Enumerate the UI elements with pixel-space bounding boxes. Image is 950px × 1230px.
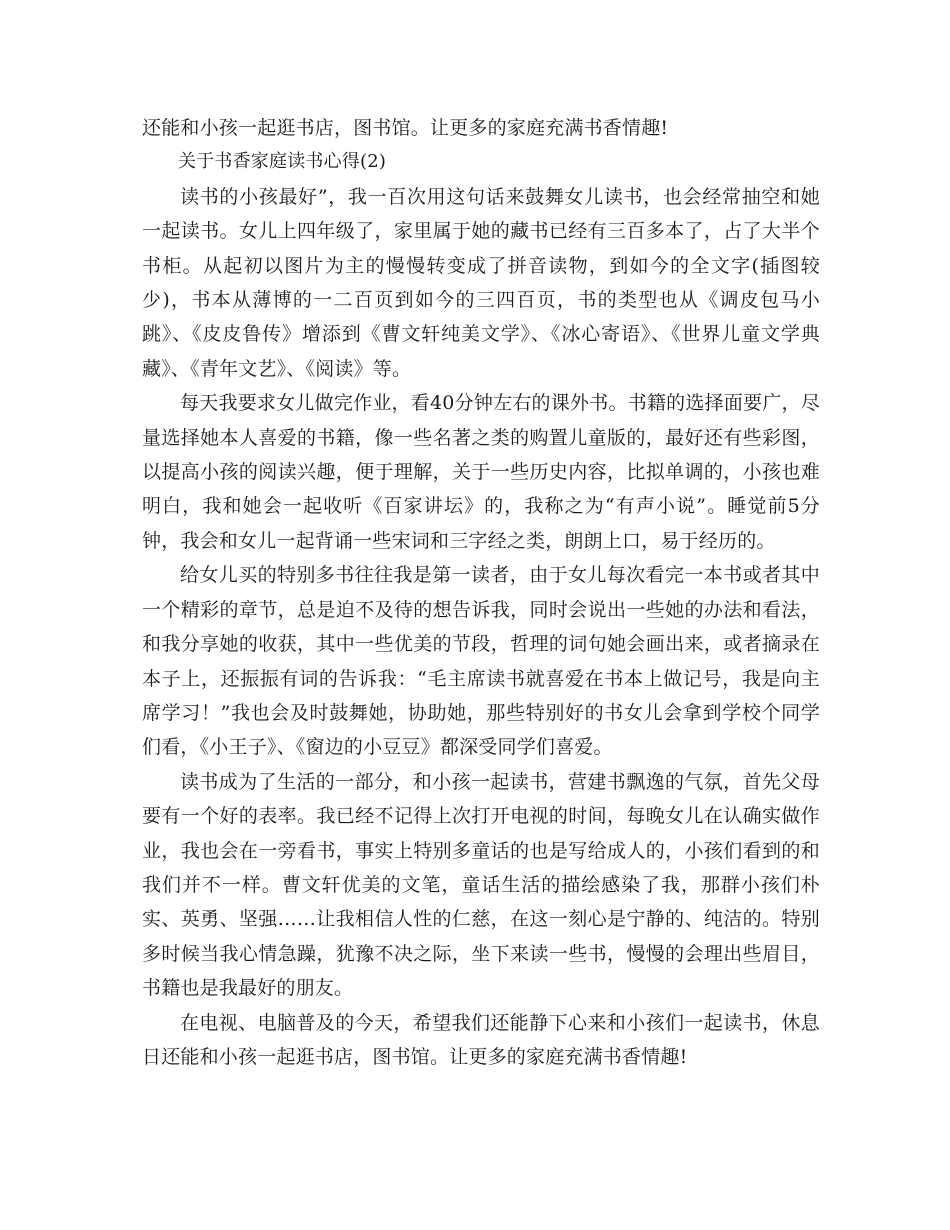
- continuation-paragraph: 还能和小孩一起逛书店，图书馆。让更多的家庭充满书香情趣!: [142, 117, 669, 139]
- body-paragraph: 读书的小孩最好”，我一百次用这句话来鼓舞女儿读书，也会经常抽空和她一起读书。女儿上四年级了，家里属于她的藏书已经有三百多本了，占了大半个书柜。从起初以图片为主的慢慢转变成了拼音读物，到如今的全文字(插图较少)，书本从薄博的一二百页到如今的三四百页，书的类型也从《调皮包马小跳》、《皮皮鲁传》增添到《曹文轩纯美文学》、《冰心寄语》、《世界儿童文学典藏》、《青年文艺》、《阅读》等。: [142, 185, 820, 380]
- body-paragraph: 每天我要求女儿做完作业，看40分钟左右的课外书。书籍的选择面要广，尽量选择她本人喜爱的书籍，像一些名著之类的购置儿童版的，最好还有些彩图，以提高小孩的阅读兴趣，便于理解，关于一些历史内容，比拟单调的，小孩也难明白，我和她会一起收听《百家讲坛》的，我称之为“有声小说”。睡觉前5分钟，我会和女儿一起背诵一些宋词和三字经之类，朗朗上口，易于经历的。: [142, 392, 820, 552]
- body-paragraph: 读书成为了生活的一部分，和小孩一起读书，营建书飘逸的气氛，首先父母要有一个好的表率。我已经不记得上次打开电视的时间，每晚女儿在认确实做作业，我也会在一旁看书，事实上特别多童话的也是写给成人的，小孩们看到的和我们并不一样。曹文轩优美的文笔，童话生活的描绘感染了我，那群小孩们朴实、英勇、坚强……让我相信人性的仁慈，在这一刻心是宁静的、纯洁的。特别多时候当我心情急躁，犹豫不决之际，坐下来读一些书，慢慢的会理出些眉目，书籍也是我最好的朋友。: [142, 770, 820, 1000]
- body-paragraph: 在电视、电脑普及的今天，希望我们还能静下心来和小孩们一起读书，休息日还能和小孩一起逛书店，图书馆。让更多的家庭充满书香情趣!: [142, 1011, 820, 1068]
- section-heading: 关于书香家庭读书心得(2): [178, 151, 387, 173]
- document-body: [142, 111, 820, 1074]
- body-paragraph: 给女儿买的特别多书往往我是第一读者，由于女儿每次看完一本书或者其中一个精彩的章节，总是迫不及待的想告诉我，同时会说出一些她的办法和看法，和我分享她的收获，其中一些优美的节段，哲理的词句她会画出来，或者摘录在本子上，还振振有词的告诉我：“毛主席读书就喜爱在书本上做记号，我是向主席学习！”我也会及时鼓舞她，协助她，那些特别好的书女儿会拿到学校个同学们看，《小王子》、《窗边的小豆豆》都深受同学们喜爱。: [142, 564, 820, 759]
